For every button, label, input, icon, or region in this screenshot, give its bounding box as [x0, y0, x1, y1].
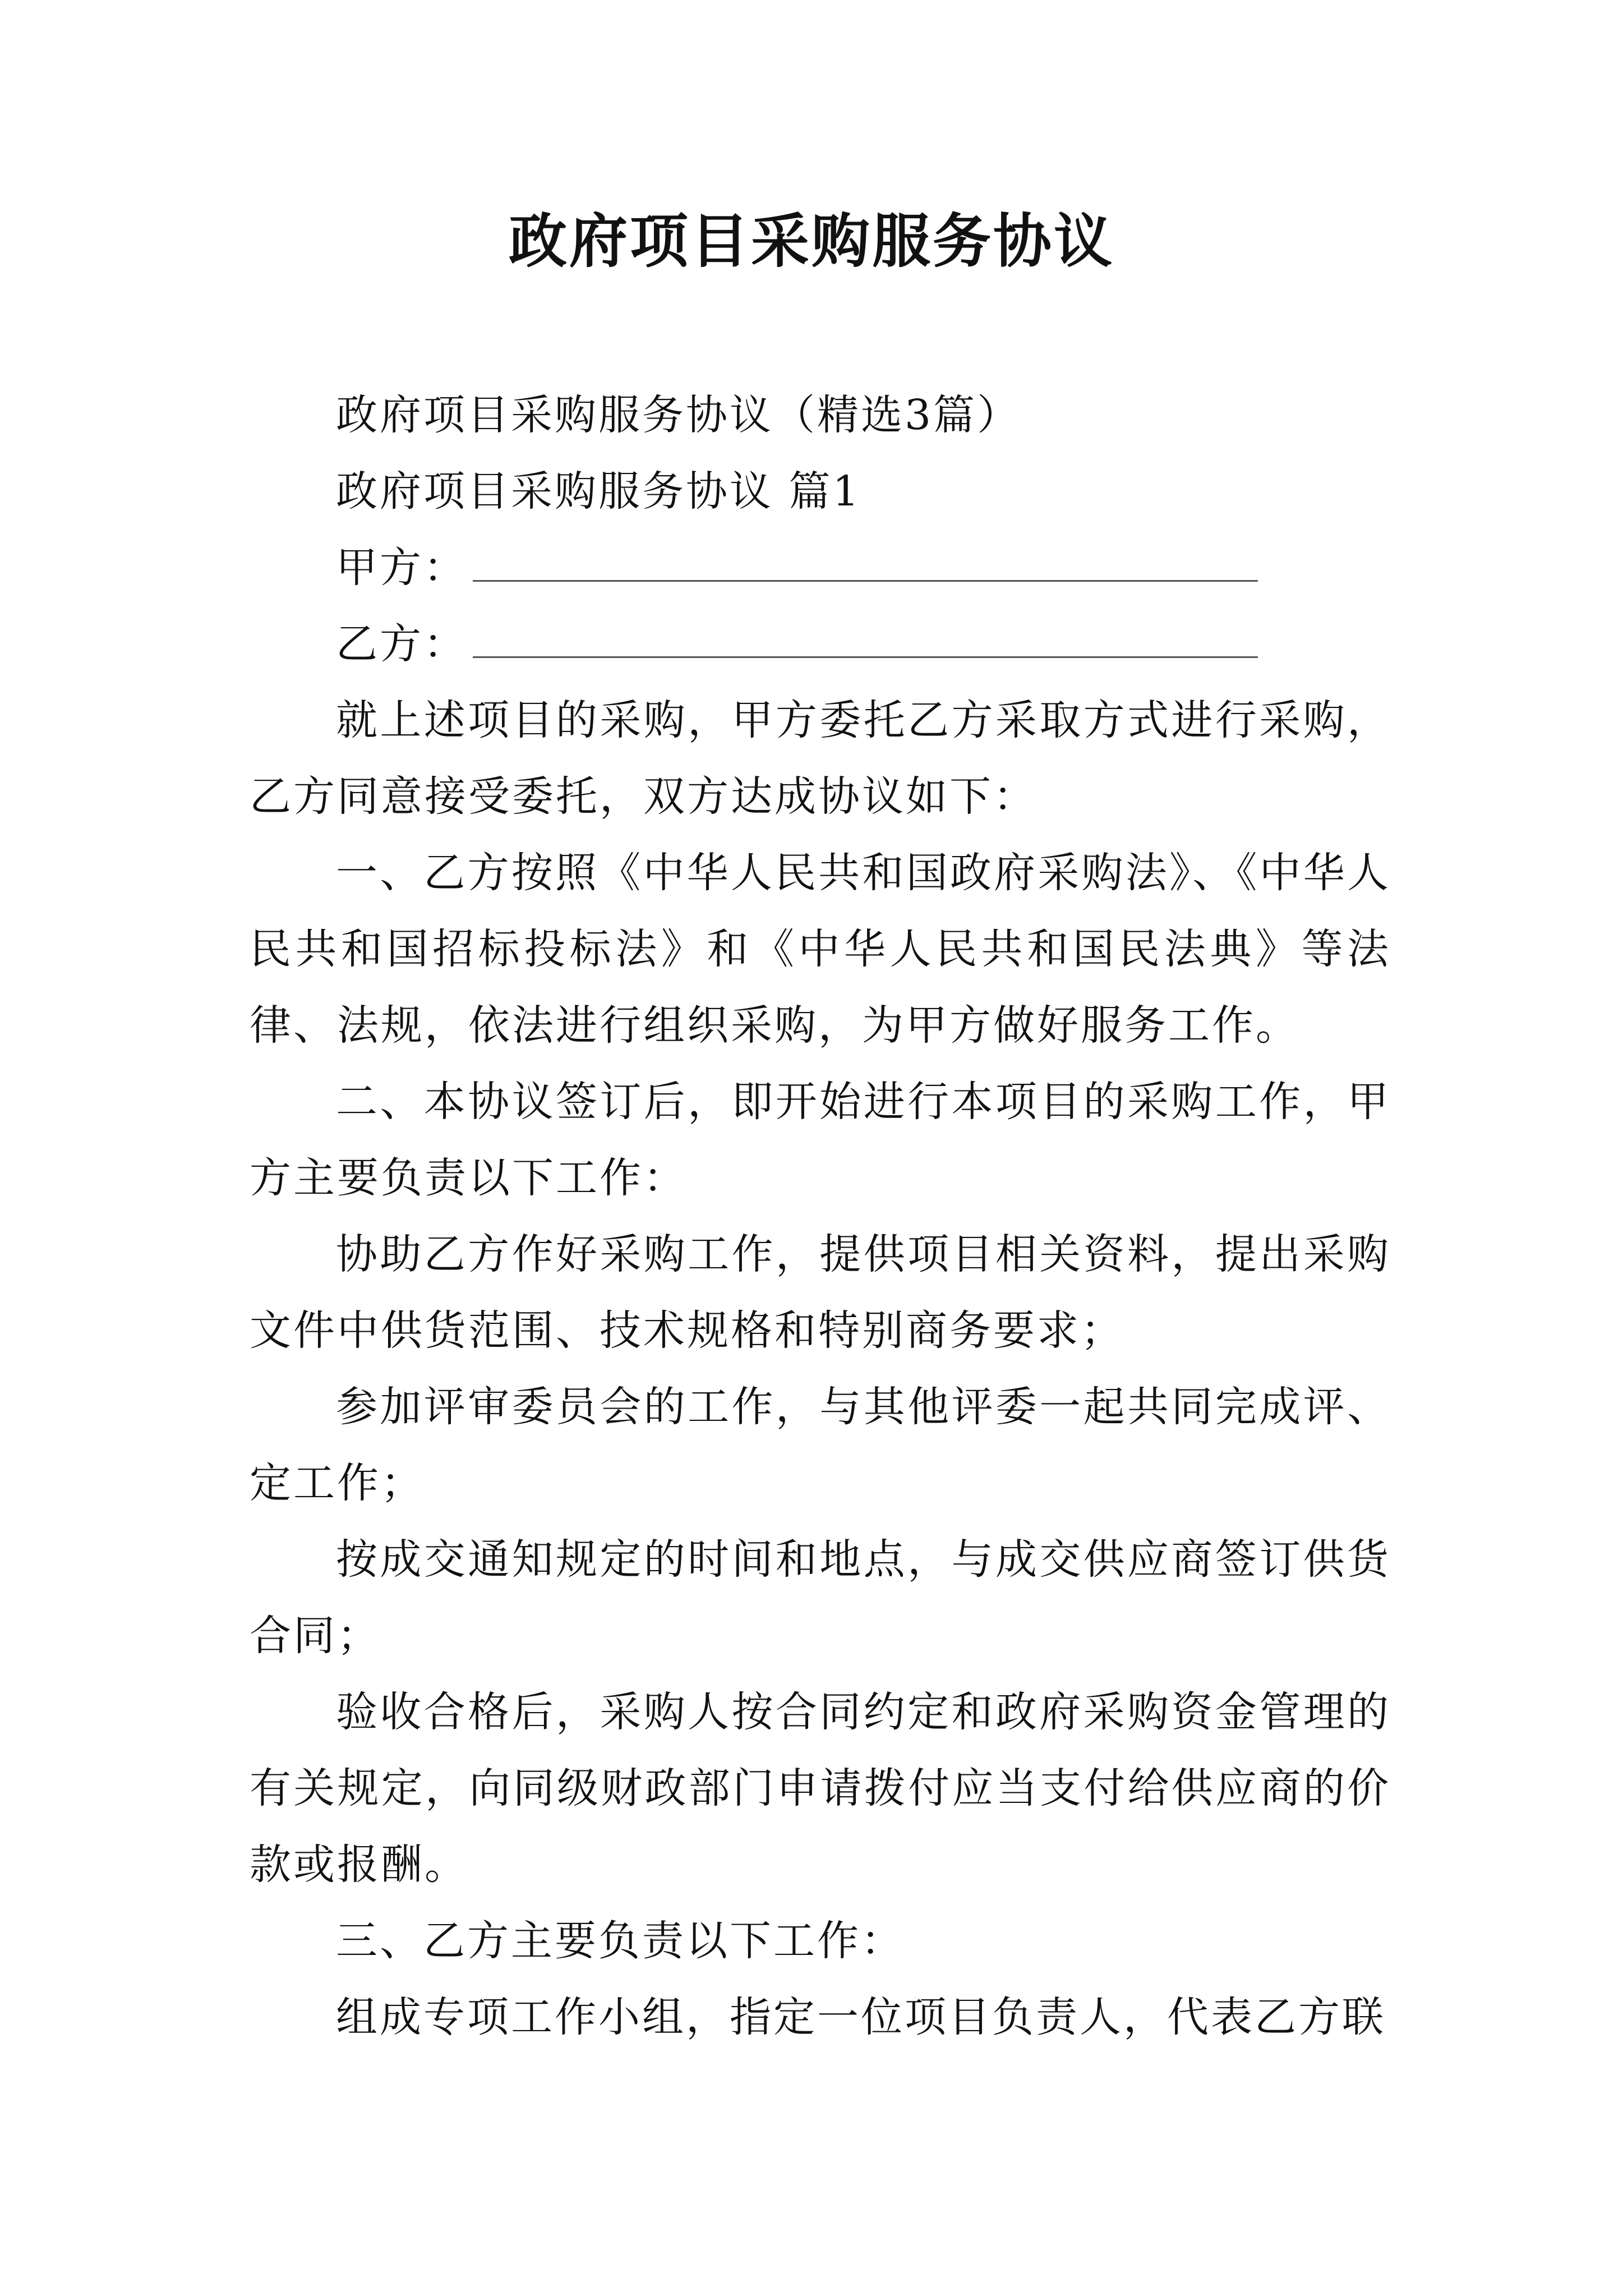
paragraph: 二、本协议签订后，即开始进行本项目的采购工作，甲方主要负责以下工作：	[250, 1078, 1391, 1202]
paragraph: 就上述项目的采购，甲方委托乙方采取方式进行采购，乙方同意接受委托，双方达成协议如下：	[250, 696, 1391, 821]
paragraph: 协助乙方作好采购工作，提供项目相关资料，提出采购文件中供货范围、技术规格和特别商务要求；	[250, 1230, 1391, 1355]
party-b-label: 乙方：	[336, 620, 467, 668]
paragraph: 验收合格后，采购人按合同约定和政府采购资金管理的有关规定，向同级财政部门申请拨付应当支付给供应商的价款或报酬。	[250, 1688, 1391, 1889]
paragraph: 按成交通知规定的时间和地点，与成交供应商签订供货合同；	[250, 1535, 1391, 1660]
paragraph: 三、乙方主要负责以下工作：	[336, 1917, 905, 1965]
party-b-blank	[473, 623, 1258, 658]
document-title: 政府项目采购服务协议	[508, 207, 1114, 275]
party-a-line	[250, 530, 1391, 606]
paragraph: 一、乙方按照《中华人民共和国政府采购法》、《中华人民共和国招标投标法》和《中华人民共和国民法典》等法律、法规，依法进行组织采购，为甲方做好服务工作。	[250, 849, 1391, 1050]
paragraph: 组成专项工作小组，指定一位项目负责人，代表乙方联	[336, 1993, 1386, 2041]
section-heading: 政府项目采购服务协议 篇1	[336, 467, 861, 516]
paragraph: 参加评审委员会的工作，与其他评委一起共同完成评、定工作；	[250, 1383, 1391, 1507]
party-a-label: 甲方：	[336, 544, 467, 592]
document-body	[250, 377, 1391, 2055]
intro-line: 政府项目采购服务协议（精选3篇）	[336, 391, 1021, 439]
party-b-line	[250, 606, 1391, 682]
party-a-blank	[473, 546, 1258, 582]
